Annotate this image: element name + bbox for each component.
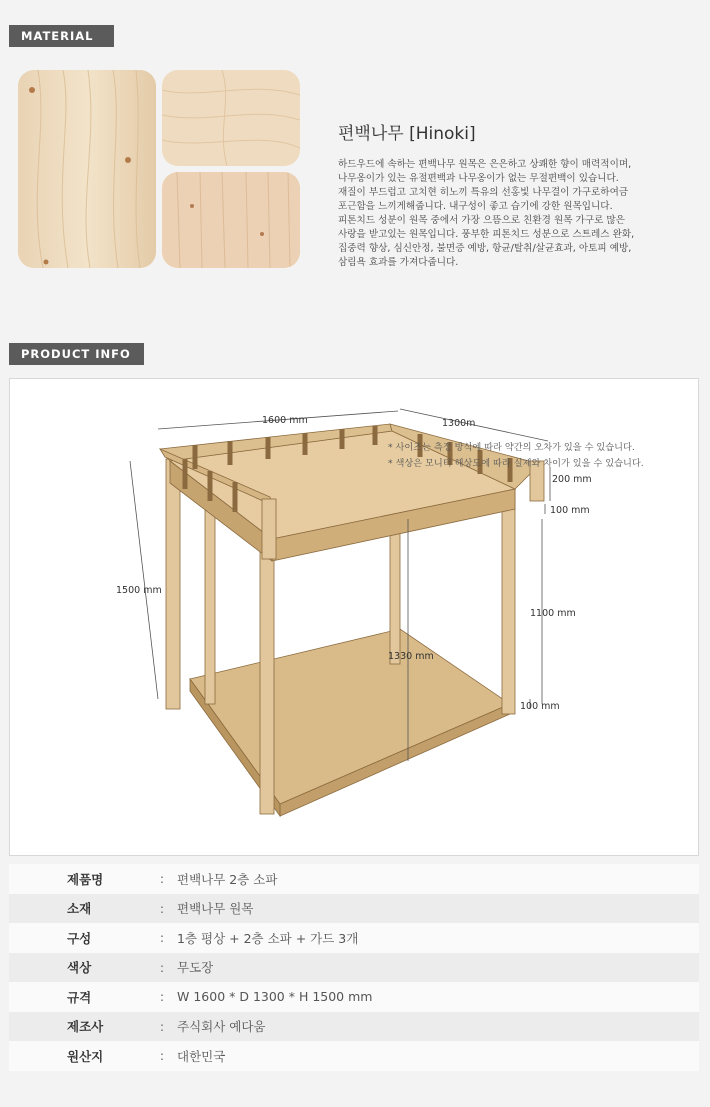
wood-sample-bottom	[162, 172, 300, 268]
dim-clearance: 1100 mm	[530, 608, 576, 619]
spec-row	[9, 982, 699, 1012]
dim-width: 1600 mm	[262, 415, 308, 426]
spec-table	[9, 864, 699, 1071]
spec-row	[9, 1041, 699, 1071]
spec-key: 제품명	[67, 871, 104, 887]
spec-value: 편백나무 2층 소파	[177, 871, 278, 887]
spec-key: 제조사	[67, 1019, 104, 1035]
spec-colon: :	[159, 989, 165, 1005]
desc-line: 피톤치드 성분이 원목 중에서 가장 으뜸으로 친환경 원목 가구로 많은	[338, 215, 625, 226]
material-title: 편백나무 [Hinoki]	[338, 124, 476, 144]
material-section	[0, 0, 710, 305]
wood-sample-top	[162, 70, 300, 166]
spec-colon: :	[159, 871, 165, 887]
desc-line: 집중력 향상, 심신안정, 불면증 예방, 항균/탈취/살균효과, 아토피 예방,	[338, 243, 632, 254]
spec-colon: :	[159, 959, 165, 975]
desc-line: 포근함을 느끼게해줍니다. 내구성이 좋고 습기에 강한 원목입니다.	[338, 201, 613, 212]
spec-key: 색상	[67, 960, 92, 976]
spec-colon: :	[159, 1018, 165, 1034]
spec-key: 원산지	[67, 1048, 104, 1064]
note-line: * 색상은 모니터 해상도에 따라 실제와 차이가 있을 수 있습니다.	[388, 458, 644, 469]
spec-key: 구성	[67, 930, 92, 946]
spec-colon: :	[159, 1048, 165, 1064]
wood-sample-large	[18, 70, 156, 268]
dim-guard: 200 mm	[552, 474, 592, 485]
spec-value: 대한민국	[177, 1048, 226, 1064]
spec-value: 1층 평상 + 2층 소파 + 가드 3개	[177, 930, 359, 946]
desc-line: 재질이 부드럽고 고치현 히노끼 특유의 선홍빛 나무결이 가구로하여금	[338, 187, 629, 198]
dim-inner: 1330 mm	[388, 651, 434, 662]
dim-depth: 1300m	[442, 418, 476, 429]
material-tag: MATERIAL	[9, 25, 114, 47]
desc-line: 사랑을 받고있는 원목입니다. 풍부한 피톤치드 성분으로 스트레스 완화,	[338, 229, 635, 240]
spec-row	[9, 864, 699, 894]
product-info-tag: PRODUCT INFO	[9, 343, 144, 365]
spec-row	[9, 1012, 699, 1042]
spec-key: 규격	[67, 989, 92, 1005]
spec-row	[9, 894, 699, 924]
material-description	[338, 158, 668, 270]
spec-value: 주식회사 예다움	[177, 1019, 266, 1035]
spec-row	[9, 953, 699, 983]
note-line: * 사이즈는 측정 방식에 따라 약간의 오차가 있을 수 있습니다.	[388, 442, 635, 453]
desc-line: 나무옹이가 있는 유절편백과 나무옹이가 없는 무절편백이 있습니다.	[338, 173, 619, 184]
desc-line: 삼림욕 효과를 가져다줍니다.	[338, 257, 459, 268]
desc-line: 하드우드에 속하는 편백나무 원목은 은은하고 상쾌한 향이 매력적이며,	[338, 159, 632, 170]
dim-lower-board: 100 mm	[520, 701, 560, 712]
spec-value: W 1600 * D 1300 * H 1500 mm	[177, 989, 373, 1005]
size-notes	[388, 440, 644, 472]
dim-height: 1500 mm	[116, 585, 162, 596]
spec-value: 편백나무 원목	[177, 901, 254, 917]
dim-upper-board: 100 mm	[550, 505, 590, 516]
spec-colon: :	[159, 900, 165, 916]
spec-key: 소재	[67, 901, 92, 917]
spec-colon: :	[159, 930, 165, 946]
spec-row	[9, 923, 699, 953]
spec-value: 무도장	[177, 960, 214, 976]
